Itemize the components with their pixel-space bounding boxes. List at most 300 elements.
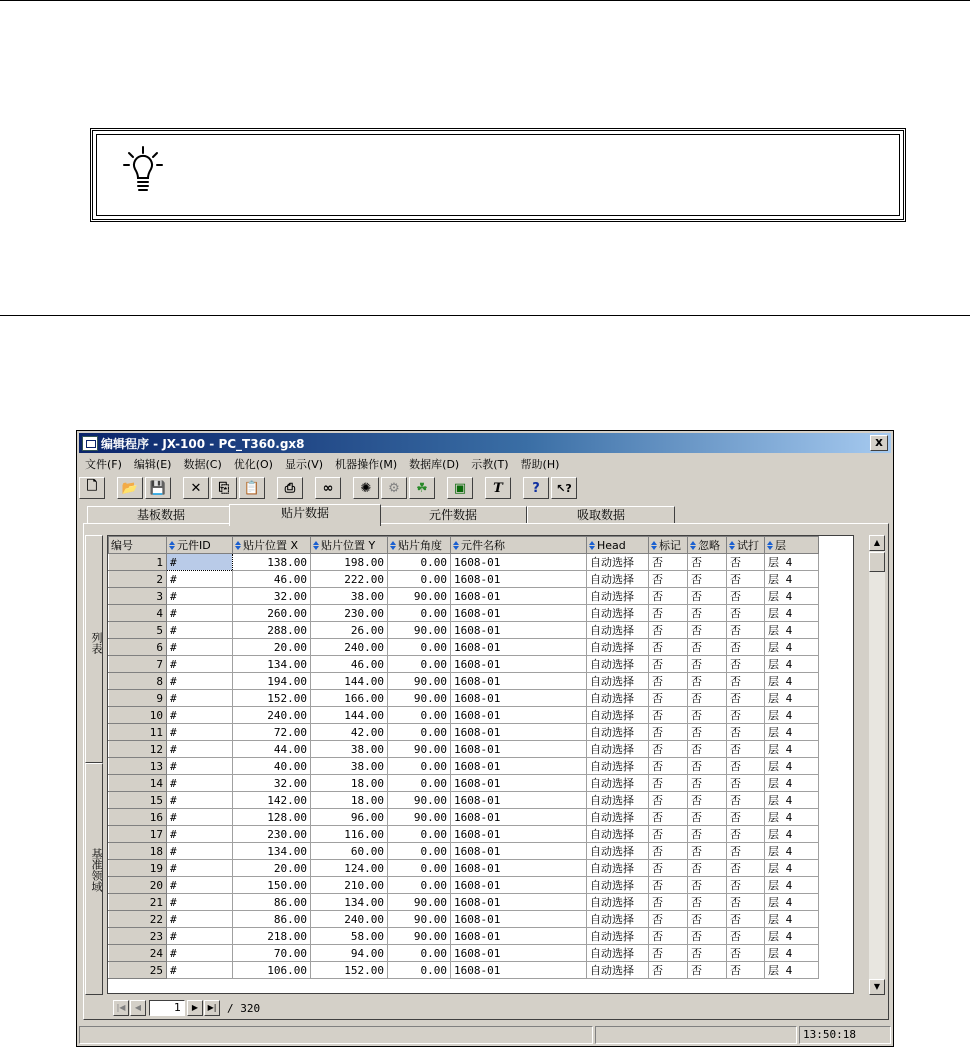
cell-skip[interactable]: 否 xyxy=(688,826,727,843)
cell-angle[interactable]: 90.00 xyxy=(388,622,451,639)
cell-pos-y[interactable]: 198.00 xyxy=(311,554,388,571)
cell-component-id[interactable]: # xyxy=(167,707,233,724)
text-icon[interactable]: T xyxy=(485,477,511,499)
cell-skip[interactable]: 否 xyxy=(688,656,727,673)
cell-mark[interactable]: 否 xyxy=(649,928,688,945)
cell-head[interactable]: 自动选择 xyxy=(587,877,649,894)
cell-layer[interactable]: 层 4 xyxy=(765,724,819,741)
cell-component-id[interactable]: # xyxy=(167,605,233,622)
cell-component-id[interactable]: # xyxy=(167,962,233,979)
table-row[interactable] xyxy=(109,639,819,656)
cell-component-name[interactable]: 1608-01 xyxy=(451,673,587,690)
cell-angle[interactable]: 0.00 xyxy=(388,707,451,724)
col-header-skip[interactable]: 忽略 xyxy=(688,537,727,554)
menu-edit[interactable]: 编辑(E) xyxy=(133,458,172,471)
cell-number[interactable]: 8 xyxy=(109,673,167,690)
cell-pos-y[interactable]: 210.00 xyxy=(311,877,388,894)
scroll-thumb[interactable] xyxy=(869,552,885,572)
cell-trial[interactable]: 否 xyxy=(727,673,765,690)
cell-pos-y[interactable]: 152.00 xyxy=(311,962,388,979)
cell-mark[interactable]: 否 xyxy=(649,792,688,809)
cell-layer[interactable]: 层 4 xyxy=(765,860,819,877)
cell-angle[interactable]: 90.00 xyxy=(388,809,451,826)
cell-number[interactable]: 14 xyxy=(109,775,167,792)
tab-board-data[interactable]: 基板数据 xyxy=(87,506,235,524)
cell-component-id[interactable]: # xyxy=(167,758,233,775)
cell-pos-y[interactable]: 38.00 xyxy=(311,741,388,758)
cell-pos-y[interactable]: 144.00 xyxy=(311,673,388,690)
cell-mark[interactable]: 否 xyxy=(649,911,688,928)
cell-skip[interactable]: 否 xyxy=(688,962,727,979)
cell-layer[interactable]: 层 4 xyxy=(765,639,819,656)
col-header-head[interactable]: Head xyxy=(587,537,649,554)
nav-prev-icon[interactable]: ◀ xyxy=(130,1000,146,1016)
cell-component-name[interactable]: 1608-01 xyxy=(451,775,587,792)
cell-trial[interactable]: 否 xyxy=(727,741,765,758)
menu-view[interactable]: 显示(V) xyxy=(284,458,324,471)
cell-mark[interactable]: 否 xyxy=(649,962,688,979)
cell-trial[interactable]: 否 xyxy=(727,877,765,894)
cell-trial[interactable]: 否 xyxy=(727,724,765,741)
cell-number[interactable]: 15 xyxy=(109,792,167,809)
cell-number[interactable]: 9 xyxy=(109,690,167,707)
table-row[interactable] xyxy=(109,775,819,792)
cell-skip[interactable]: 否 xyxy=(688,690,727,707)
cell-skip[interactable]: 否 xyxy=(688,877,727,894)
cell-pos-y[interactable]: 18.00 xyxy=(311,775,388,792)
cell-skip[interactable]: 否 xyxy=(688,792,727,809)
cell-pos-y[interactable]: 42.00 xyxy=(311,724,388,741)
cell-mark[interactable]: 否 xyxy=(649,622,688,639)
cell-trial[interactable]: 否 xyxy=(727,911,765,928)
cell-layer[interactable]: 层 4 xyxy=(765,673,819,690)
cell-component-id[interactable]: # xyxy=(167,928,233,945)
cell-component-id[interactable]: # xyxy=(167,877,233,894)
cell-pos-x[interactable]: 40.00 xyxy=(233,758,311,775)
cell-pos-x[interactable]: 288.00 xyxy=(233,622,311,639)
cell-pos-y[interactable]: 96.00 xyxy=(311,809,388,826)
cell-component-id[interactable]: # xyxy=(167,809,233,826)
cell-component-id[interactable]: # xyxy=(167,639,233,656)
cell-pos-x[interactable]: 194.00 xyxy=(233,673,311,690)
cell-mark[interactable]: 否 xyxy=(649,690,688,707)
cell-pos-y[interactable]: 60.00 xyxy=(311,843,388,860)
cell-number[interactable]: 25 xyxy=(109,962,167,979)
cell-trial[interactable]: 否 xyxy=(727,605,765,622)
cell-angle[interactable]: 0.00 xyxy=(388,758,451,775)
cell-head[interactable]: 自动选择 xyxy=(587,775,649,792)
cell-pos-y[interactable]: 46.00 xyxy=(311,656,388,673)
cell-skip[interactable]: 否 xyxy=(688,571,727,588)
cell-trial[interactable]: 否 xyxy=(727,571,765,588)
menu-optimize[interactable]: 优化(O) xyxy=(233,458,273,471)
cell-number[interactable]: 6 xyxy=(109,639,167,656)
cell-number[interactable]: 16 xyxy=(109,809,167,826)
cell-mark[interactable]: 否 xyxy=(649,741,688,758)
table-row[interactable] xyxy=(109,622,819,639)
cell-head[interactable]: 自动选择 xyxy=(587,554,649,571)
cell-pos-y[interactable]: 240.00 xyxy=(311,639,388,656)
cell-head[interactable]: 自动选择 xyxy=(587,741,649,758)
cell-skip[interactable]: 否 xyxy=(688,894,727,911)
cell-pos-y[interactable]: 38.00 xyxy=(311,588,388,605)
side-tab-fiducial[interactable] xyxy=(85,763,103,995)
col-header-trial[interactable]: 试打 xyxy=(727,537,765,554)
table-row[interactable] xyxy=(109,877,819,894)
cell-angle[interactable]: 90.00 xyxy=(388,588,451,605)
cell-component-id[interactable]: # xyxy=(167,673,233,690)
nozzle-icon[interactable]: ⚙ xyxy=(381,477,407,499)
cell-pos-y[interactable]: 222.00 xyxy=(311,571,388,588)
cell-head[interactable]: 自动选择 xyxy=(587,707,649,724)
table-row[interactable] xyxy=(109,554,819,571)
cell-pos-y[interactable]: 18.00 xyxy=(311,792,388,809)
cell-component-name[interactable]: 1608-01 xyxy=(451,843,587,860)
col-header-layer[interactable]: 层 xyxy=(765,537,819,554)
cell-layer[interactable]: 层 4 xyxy=(765,622,819,639)
cell-component-name[interactable]: 1608-01 xyxy=(451,860,587,877)
cell-pos-y[interactable]: 116.00 xyxy=(311,826,388,843)
menu-teach[interactable]: 示教(T) xyxy=(471,458,509,471)
vertical-scrollbar[interactable] xyxy=(869,535,885,995)
cell-angle[interactable]: 0.00 xyxy=(388,639,451,656)
cell-mark[interactable]: 否 xyxy=(649,758,688,775)
cell-layer[interactable]: 层 4 xyxy=(765,554,819,571)
table-row[interactable] xyxy=(109,809,819,826)
cell-pos-x[interactable]: 20.00 xyxy=(233,639,311,656)
col-header-number[interactable]: 编号 xyxy=(109,537,167,554)
cell-layer[interactable]: 层 4 xyxy=(765,571,819,588)
col-header-mark[interactable]: 标记 xyxy=(649,537,688,554)
cell-mark[interactable]: 否 xyxy=(649,639,688,656)
table-row[interactable] xyxy=(109,911,819,928)
cell-angle[interactable]: 90.00 xyxy=(388,792,451,809)
tab-component-data[interactable]: 元件数据 xyxy=(379,506,527,524)
cell-component-name[interactable]: 1608-01 xyxy=(451,639,587,656)
cell-angle[interactable]: 90.00 xyxy=(388,741,451,758)
cell-skip[interactable]: 否 xyxy=(688,554,727,571)
cell-head[interactable]: 自动选择 xyxy=(587,571,649,588)
cell-layer[interactable]: 层 4 xyxy=(765,928,819,945)
cell-number[interactable]: 20 xyxy=(109,877,167,894)
table-row[interactable] xyxy=(109,724,819,741)
cell-skip[interactable]: 否 xyxy=(688,809,727,826)
cell-skip[interactable]: 否 xyxy=(688,860,727,877)
cell-number[interactable]: 24 xyxy=(109,945,167,962)
cell-trial[interactable]: 否 xyxy=(727,554,765,571)
cell-pos-y[interactable]: 144.00 xyxy=(311,707,388,724)
cell-component-id[interactable]: # xyxy=(167,622,233,639)
cell-number[interactable]: 1 xyxy=(109,554,167,571)
cell-pos-y[interactable]: 240.00 xyxy=(311,911,388,928)
cell-number[interactable]: 4 xyxy=(109,605,167,622)
table-row[interactable] xyxy=(109,673,819,690)
cell-component-name[interactable]: 1608-01 xyxy=(451,809,587,826)
cell-component-id[interactable]: # xyxy=(167,741,233,758)
cell-component-name[interactable]: 1608-01 xyxy=(451,588,587,605)
table-row[interactable] xyxy=(109,588,819,605)
context-help-icon[interactable]: ↖? xyxy=(551,477,577,499)
cell-component-name[interactable]: 1608-01 xyxy=(451,792,587,809)
cell-layer[interactable]: 层 4 xyxy=(765,690,819,707)
table-row[interactable] xyxy=(109,945,819,962)
table-row[interactable] xyxy=(109,792,819,809)
cell-pos-x[interactable]: 32.00 xyxy=(233,775,311,792)
cell-layer[interactable]: 层 4 xyxy=(765,758,819,775)
cell-component-name[interactable]: 1608-01 xyxy=(451,945,587,962)
cell-pos-x[interactable]: 134.00 xyxy=(233,656,311,673)
cell-component-name[interactable]: 1608-01 xyxy=(451,894,587,911)
cell-pos-x[interactable]: 138.00 xyxy=(233,554,311,571)
cell-component-name[interactable]: 1608-01 xyxy=(451,724,587,741)
cell-pos-x[interactable]: 240.00 xyxy=(233,707,311,724)
cell-mark[interactable]: 否 xyxy=(649,809,688,826)
cell-trial[interactable]: 否 xyxy=(727,792,765,809)
cell-trial[interactable]: 否 xyxy=(727,758,765,775)
cell-layer[interactable]: 层 4 xyxy=(765,843,819,860)
cell-trial[interactable]: 否 xyxy=(727,928,765,945)
cell-head[interactable]: 自动选择 xyxy=(587,639,649,656)
cell-pos-x[interactable]: 20.00 xyxy=(233,860,311,877)
cell-component-name[interactable]: 1608-01 xyxy=(451,707,587,724)
cell-component-name[interactable]: 1608-01 xyxy=(451,605,587,622)
cell-pos-x[interactable]: 86.00 xyxy=(233,911,311,928)
cell-mark[interactable]: 否 xyxy=(649,775,688,792)
cell-layer[interactable]: 层 4 xyxy=(765,707,819,724)
table-row[interactable] xyxy=(109,571,819,588)
cell-pos-x[interactable]: 128.00 xyxy=(233,809,311,826)
table-row[interactable] xyxy=(109,741,819,758)
cell-trial[interactable]: 否 xyxy=(727,707,765,724)
cell-head[interactable]: 自动选择 xyxy=(587,809,649,826)
cell-component-id[interactable]: # xyxy=(167,554,233,571)
cell-component-id[interactable]: # xyxy=(167,571,233,588)
table-row[interactable] xyxy=(109,690,819,707)
cell-head[interactable]: 自动选择 xyxy=(587,724,649,741)
cell-component-name[interactable]: 1608-01 xyxy=(451,656,587,673)
cell-mark[interactable]: 否 xyxy=(649,877,688,894)
table-row[interactable] xyxy=(109,928,819,945)
tab-placement-data[interactable]: 贴片数据 xyxy=(229,504,381,526)
cell-layer[interactable]: 层 4 xyxy=(765,911,819,928)
cell-trial[interactable]: 否 xyxy=(727,639,765,656)
cell-skip[interactable]: 否 xyxy=(688,605,727,622)
cell-skip[interactable]: 否 xyxy=(688,724,727,741)
cell-number[interactable]: 13 xyxy=(109,758,167,775)
cell-mark[interactable]: 否 xyxy=(649,945,688,962)
cell-head[interactable]: 自动选择 xyxy=(587,894,649,911)
cell-pos-y[interactable]: 134.00 xyxy=(311,894,388,911)
teach-bulb-icon[interactable]: ✺ xyxy=(353,477,379,499)
cell-head[interactable]: 自动选择 xyxy=(587,673,649,690)
cell-mark[interactable]: 否 xyxy=(649,571,688,588)
new-file-icon[interactable]: 🗋 xyxy=(79,477,105,499)
cell-angle[interactable]: 0.00 xyxy=(388,962,451,979)
cell-head[interactable]: 自动选择 xyxy=(587,792,649,809)
cell-trial[interactable]: 否 xyxy=(727,809,765,826)
cell-component-id[interactable]: # xyxy=(167,588,233,605)
cell-angle[interactable]: 0.00 xyxy=(388,843,451,860)
cell-number[interactable]: 11 xyxy=(109,724,167,741)
cell-layer[interactable]: 层 4 xyxy=(765,605,819,622)
cell-pos-y[interactable]: 38.00 xyxy=(311,758,388,775)
cell-component-name[interactable]: 1608-01 xyxy=(451,554,587,571)
cell-layer[interactable]: 层 4 xyxy=(765,775,819,792)
col-header-component-id[interactable]: 元件ID xyxy=(167,537,233,554)
cell-skip[interactable]: 否 xyxy=(688,639,727,656)
cell-component-id[interactable]: # xyxy=(167,911,233,928)
cell-component-name[interactable]: 1608-01 xyxy=(451,571,587,588)
cell-angle[interactable]: 0.00 xyxy=(388,945,451,962)
cell-component-id[interactable]: # xyxy=(167,775,233,792)
cell-pos-y[interactable]: 166.00 xyxy=(311,690,388,707)
cell-head[interactable]: 自动选择 xyxy=(587,860,649,877)
cell-skip[interactable]: 否 xyxy=(688,673,727,690)
cell-head[interactable]: 自动选择 xyxy=(587,588,649,605)
menu-data[interactable]: 数据(C) xyxy=(183,458,222,471)
cell-skip[interactable]: 否 xyxy=(688,928,727,945)
cell-trial[interactable]: 否 xyxy=(727,894,765,911)
cell-pos-y[interactable]: 230.00 xyxy=(311,605,388,622)
cell-pos-x[interactable]: 150.00 xyxy=(233,877,311,894)
cell-component-name[interactable]: 1608-01 xyxy=(451,928,587,945)
cell-skip[interactable]: 否 xyxy=(688,911,727,928)
cell-skip[interactable]: 否 xyxy=(688,775,727,792)
cell-mark[interactable]: 否 xyxy=(649,605,688,622)
cell-pos-x[interactable]: 134.00 xyxy=(233,843,311,860)
cell-number[interactable]: 3 xyxy=(109,588,167,605)
cell-layer[interactable]: 层 4 xyxy=(765,656,819,673)
cell-angle[interactable]: 0.00 xyxy=(388,877,451,894)
cell-component-name[interactable]: 1608-01 xyxy=(451,758,587,775)
scroll-up-icon[interactable]: ▲ xyxy=(869,535,885,551)
cell-layer[interactable]: 层 4 xyxy=(765,894,819,911)
cell-skip[interactable]: 否 xyxy=(688,707,727,724)
cell-number[interactable]: 21 xyxy=(109,894,167,911)
cell-mark[interactable]: 否 xyxy=(649,826,688,843)
cell-trial[interactable]: 否 xyxy=(727,622,765,639)
cell-component-name[interactable]: 1608-01 xyxy=(451,622,587,639)
cell-pos-x[interactable]: 106.00 xyxy=(233,962,311,979)
delete-x-icon[interactable]: ✕ xyxy=(183,477,209,499)
menu-database[interactable]: 数据库(D) xyxy=(409,458,460,471)
cell-pos-y[interactable]: 124.00 xyxy=(311,860,388,877)
cell-trial[interactable]: 否 xyxy=(727,945,765,962)
board-icon[interactable]: ▣ xyxy=(447,477,473,499)
cell-head[interactable]: 自动选择 xyxy=(587,945,649,962)
cell-pos-x[interactable]: 70.00 xyxy=(233,945,311,962)
nav-last-icon[interactable]: ▶| xyxy=(204,1000,220,1016)
table-row[interactable] xyxy=(109,894,819,911)
cell-mark[interactable]: 否 xyxy=(649,724,688,741)
cell-trial[interactable]: 否 xyxy=(727,656,765,673)
cell-number[interactable]: 5 xyxy=(109,622,167,639)
cell-head[interactable]: 自动选择 xyxy=(587,843,649,860)
cell-number[interactable]: 10 xyxy=(109,707,167,724)
cell-component-id[interactable]: # xyxy=(167,894,233,911)
cell-head[interactable]: 自动选择 xyxy=(587,690,649,707)
tab-pick-data[interactable]: 吸取数据 xyxy=(527,506,675,524)
print-icon[interactable]: ⎙ xyxy=(277,477,303,499)
cell-component-id[interactable]: # xyxy=(167,843,233,860)
cell-angle[interactable]: 0.00 xyxy=(388,860,451,877)
cell-trial[interactable]: 否 xyxy=(727,860,765,877)
col-header-component-name[interactable]: 元件名称 xyxy=(451,537,587,554)
cell-layer[interactable]: 层 4 xyxy=(765,809,819,826)
cell-angle[interactable]: 0.00 xyxy=(388,571,451,588)
help-icon[interactable]: ? xyxy=(523,477,549,499)
cell-component-id[interactable]: # xyxy=(167,860,233,877)
cell-head[interactable]: 自动选择 xyxy=(587,758,649,775)
cell-component-id[interactable]: # xyxy=(167,656,233,673)
cell-component-name[interactable]: 1608-01 xyxy=(451,741,587,758)
cell-pos-x[interactable]: 230.00 xyxy=(233,826,311,843)
cell-mark[interactable]: 否 xyxy=(649,656,688,673)
cell-head[interactable]: 自动选择 xyxy=(587,826,649,843)
cell-pos-x[interactable]: 86.00 xyxy=(233,894,311,911)
open-folder-icon[interactable]: 📂 xyxy=(117,477,143,499)
cell-component-name[interactable]: 1608-01 xyxy=(451,911,587,928)
cell-layer[interactable]: 层 4 xyxy=(765,588,819,605)
cell-pos-y[interactable]: 26.00 xyxy=(311,622,388,639)
cell-component-id[interactable]: # xyxy=(167,945,233,962)
cell-pos-x[interactable]: 218.00 xyxy=(233,928,311,945)
cell-head[interactable]: 自动选择 xyxy=(587,911,649,928)
cell-mark[interactable]: 否 xyxy=(649,707,688,724)
cell-component-name[interactable]: 1608-01 xyxy=(451,826,587,843)
col-header-pos-y[interactable]: 贴片位置 Y xyxy=(311,537,388,554)
cell-number[interactable]: 12 xyxy=(109,741,167,758)
nav-next-icon[interactable]: ▶ xyxy=(187,1000,203,1016)
title-bar[interactable] xyxy=(79,433,891,453)
cell-component-name[interactable]: 1608-01 xyxy=(451,877,587,894)
cell-angle[interactable]: 90.00 xyxy=(388,894,451,911)
cell-mark[interactable]: 否 xyxy=(649,894,688,911)
table-row[interactable] xyxy=(109,860,819,877)
menu-help[interactable]: 帮助(H) xyxy=(520,458,560,471)
table-row[interactable] xyxy=(109,826,819,843)
cell-angle[interactable]: 90.00 xyxy=(388,690,451,707)
cell-component-id[interactable]: # xyxy=(167,826,233,843)
close-button[interactable]: x xyxy=(870,435,888,451)
cell-layer[interactable]: 层 4 xyxy=(765,945,819,962)
cell-pos-x[interactable]: 46.00 xyxy=(233,571,311,588)
nav-page-input[interactable]: 1 xyxy=(149,1000,185,1016)
copy-icon[interactable]: ⎘ xyxy=(211,477,237,499)
cell-number[interactable]: 2 xyxy=(109,571,167,588)
cell-pos-x[interactable]: 72.00 xyxy=(233,724,311,741)
cell-head[interactable]: 自动选择 xyxy=(587,928,649,945)
cell-pos-x[interactable]: 32.00 xyxy=(233,588,311,605)
cell-angle[interactable]: 0.00 xyxy=(388,775,451,792)
table-row[interactable] xyxy=(109,758,819,775)
cell-component-id[interactable]: # xyxy=(167,724,233,741)
cell-skip[interactable]: 否 xyxy=(688,843,727,860)
scroll-down-icon[interactable]: ▼ xyxy=(869,979,885,995)
cell-number[interactable]: 17 xyxy=(109,826,167,843)
col-header-pos-x[interactable]: 贴片位置 X xyxy=(233,537,311,554)
cell-head[interactable]: 自动选择 xyxy=(587,962,649,979)
cell-pos-x[interactable]: 142.00 xyxy=(233,792,311,809)
cell-component-name[interactable]: 1608-01 xyxy=(451,690,587,707)
cell-trial[interactable]: 否 xyxy=(727,962,765,979)
cell-layer[interactable]: 层 4 xyxy=(765,826,819,843)
cell-mark[interactable]: 否 xyxy=(649,843,688,860)
cell-number[interactable]: 18 xyxy=(109,843,167,860)
cell-trial[interactable]: 否 xyxy=(727,826,765,843)
cell-layer[interactable]: 层 4 xyxy=(765,792,819,809)
cell-angle[interactable]: 90.00 xyxy=(388,911,451,928)
